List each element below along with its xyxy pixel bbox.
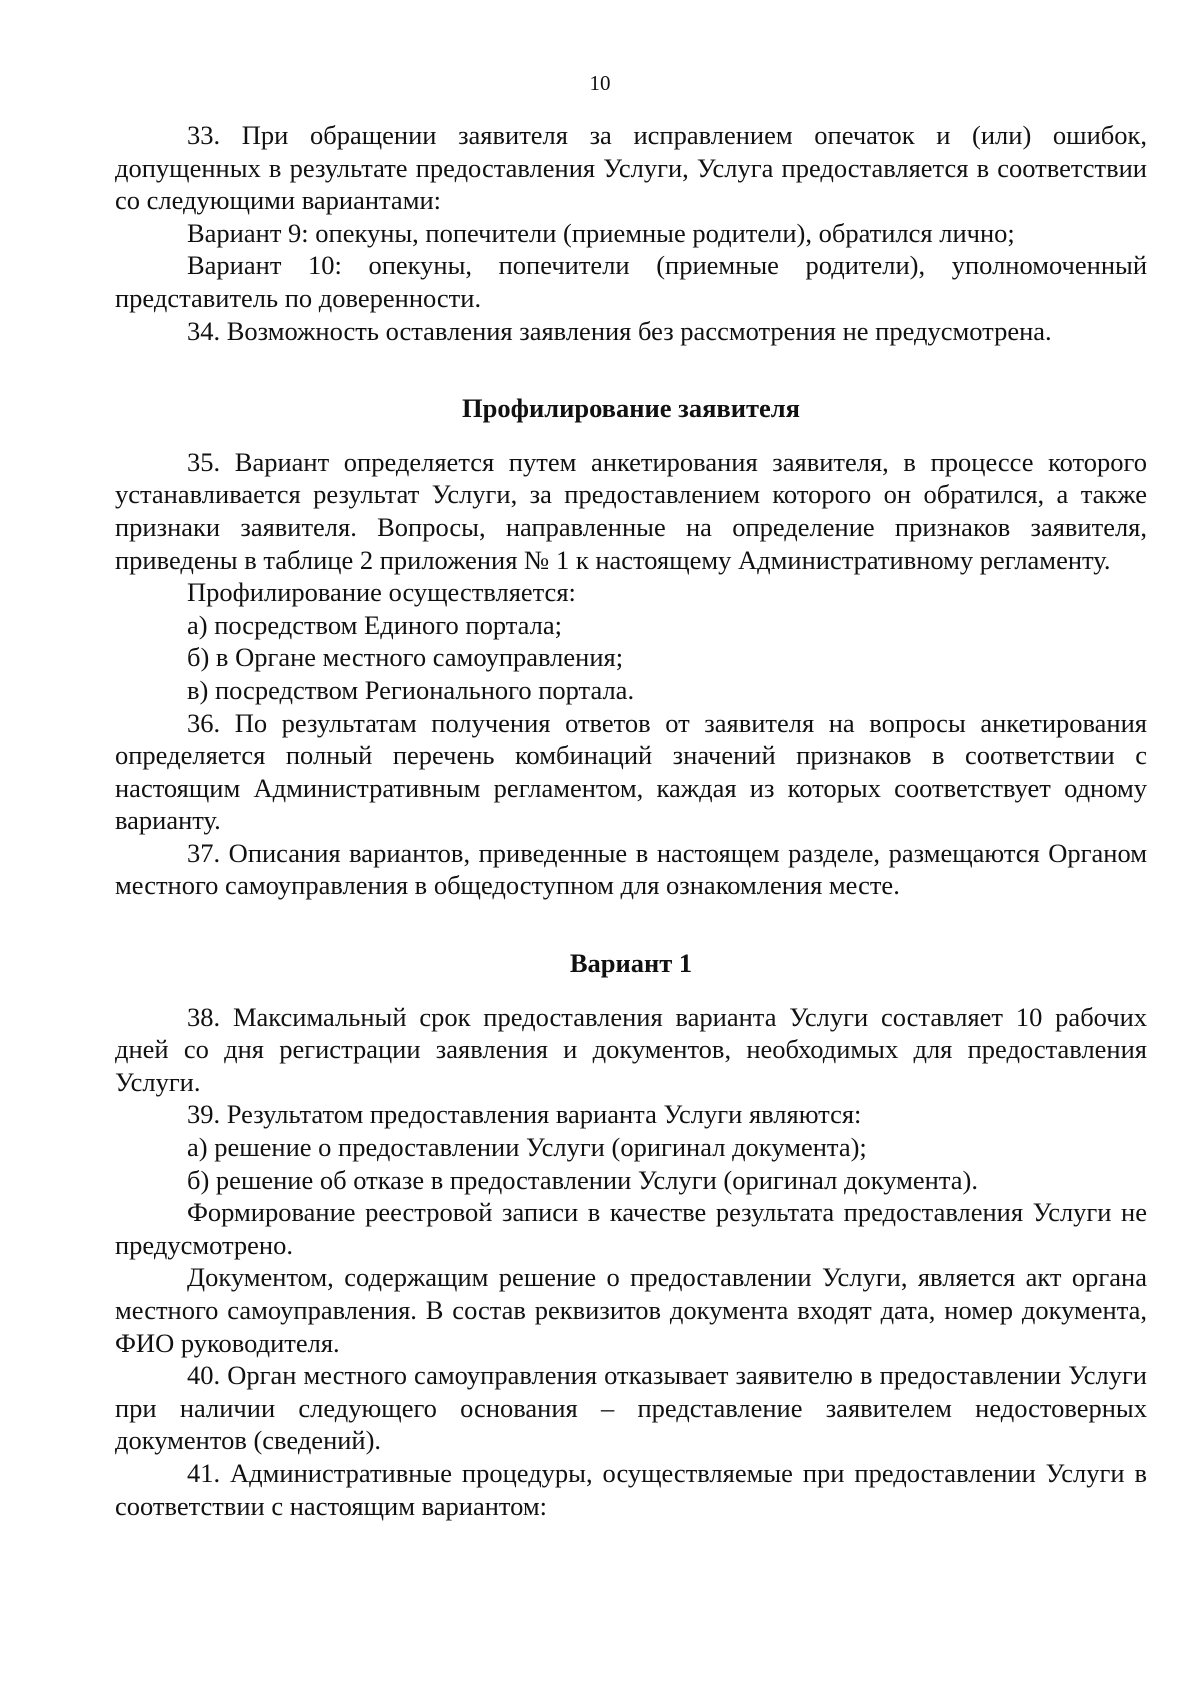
section-heading-profiling: Профилирование заявителя xyxy=(462,393,800,424)
variant-9-line: Вариант 9: опекуны, попечители (приемные родители), обратился лично; xyxy=(187,217,1015,248)
spacer xyxy=(115,425,1147,446)
registry-paragraph: Формирование реестровой записи в качестве результата предоставления Услуги не предусмотрено. xyxy=(115,1197,1147,1260)
paragraph-41: 41. Административные процедуры, осуществляемые при предоставлении Услуги в соответствии с настоящим вариантом: xyxy=(115,1457,1147,1521)
paragraph-40: 40. Орган местного самоуправления отказывает заявителю в предоставлении Услуги при наличии следующего основания – представление заявителем недостоверных документов (сведений). xyxy=(115,1360,1147,1456)
paragraph-34: 34. Возможность оставления заявления без рассмотрения не предусмотрена. xyxy=(187,315,1052,346)
paragraph-36: 36. По результатам получения ответов от заявителя на вопросы анкетирования определяется полный перечень комбинаций значений признаков в соответствии с настоящим Административным регламентом, каждая из которых соответствует одному варианту. xyxy=(115,707,1147,836)
spacer xyxy=(115,980,1147,1001)
section-heading-variant-1: Вариант 1 xyxy=(569,948,693,979)
page-number: 10 xyxy=(589,71,611,95)
list-item-b: б) в Органе местного самоуправления; xyxy=(187,642,624,673)
result-item-a: а) решение о предоставлении Услуги (оригинал документа); xyxy=(187,1132,867,1163)
paragraph-33: 33. При обращении заявителя за исправлением опечаток и (или) ошибок, допущенных в результате предоставления Услуги, Услуга предоставляется в соответствии со следующими вариантами: xyxy=(115,120,1147,216)
spacer xyxy=(115,902,1147,947)
list-item-a: а) посредством Единого портала; xyxy=(187,609,562,640)
result-item-b: б) решение об отказе в предоставлении Услуги (оригинал документа). xyxy=(187,1164,978,1195)
variant-10-line: Вариант 10: опекуны, попечители (приемные родители), уполномоченный представитель по доверенности. xyxy=(115,250,1147,313)
paragraph-35: 35. Вариант определяется путем анкетирования заявителя, в процессе которого устанавливается результат Услуги, за предоставлением которого он обратился, а также признаки заявителя. Вопросы, направленные на определение признаков заявителя, приведены в таблице 2 приложения № 1 к настоящему Административному регламенту. xyxy=(115,446,1147,575)
document-act-paragraph: Документом, содержащим решение о предоставлении Услуги, является акт органа местного самоуправления. В состав реквизитов документа входят дата, номер документа, ФИО руководителя. xyxy=(115,1262,1147,1358)
paragraph-38: 38. Максимальный срок предоставления варианта Услуги составляет 10 рабочих дней со дня регистрации заявления и документов, необходимых для предоставления Услуги. xyxy=(115,1001,1147,1097)
profiling-intro: Профилирование осуществляется: xyxy=(187,577,576,608)
spacer xyxy=(115,347,1147,392)
paragraph-39: 39. Результатом предоставления варианта Услуги являются: xyxy=(187,1099,862,1130)
list-item-v: в) посредством Регионального портала. xyxy=(187,674,635,705)
document-body xyxy=(115,119,1147,1522)
paragraph-37: 37. Описания вариантов, приведенные в настоящем разделе, размещаются Органом местного самоуправления в общедоступном для ознакомления месте. xyxy=(115,837,1147,901)
